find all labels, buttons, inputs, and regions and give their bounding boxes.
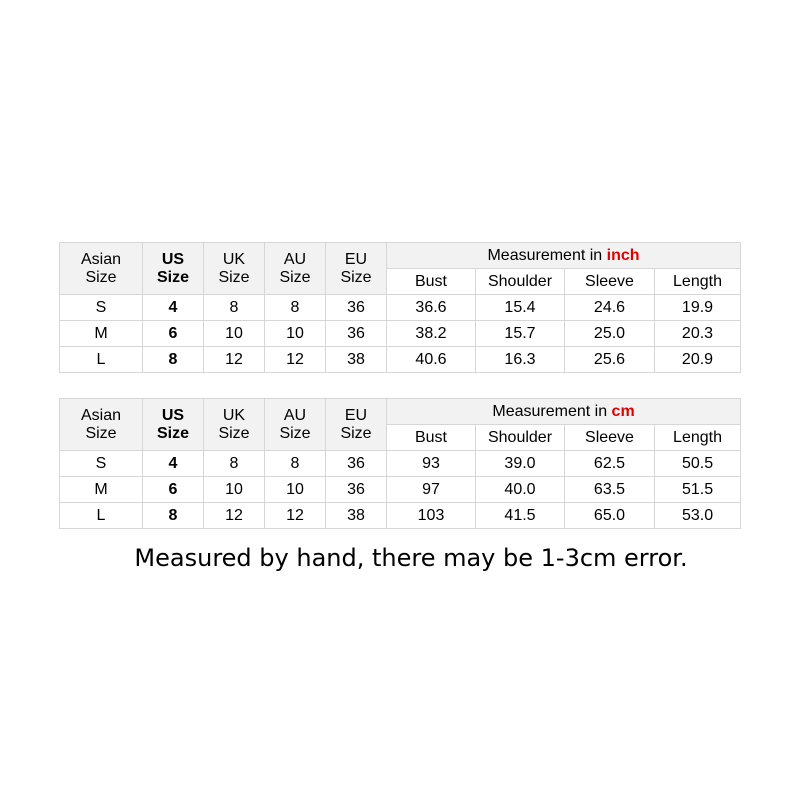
unit-label: inch (606, 246, 640, 264)
length-header: Length (655, 269, 741, 295)
size-table-cm (59, 398, 741, 529)
bust-cell: 97 (387, 477, 476, 503)
asian-cell: L (60, 347, 143, 373)
asian-cell: S (60, 451, 143, 477)
asian-cell: S (60, 295, 143, 321)
measurement-note: Measured by hand, there may be 1-3cm error. (134, 544, 688, 572)
eu-cell: 36 (326, 321, 387, 347)
uk-cell: 12 (204, 347, 265, 373)
us-size-header: US Size (143, 399, 204, 451)
au-size-header: AU Size (265, 399, 326, 451)
asian-size-header: Asian Size (60, 399, 143, 451)
us-cell: 8 (143, 347, 204, 373)
us-cell: 4 (143, 295, 204, 321)
eu-cell: 36 (326, 295, 387, 321)
length-cell: 50.5 (655, 451, 741, 477)
bust-cell: 93 (387, 451, 476, 477)
uk-cell: 8 (204, 295, 265, 321)
measurement-title: Measurement in inch (387, 243, 741, 269)
sleeve-cell: 25.6 (565, 347, 655, 373)
bust-header: Bust (387, 425, 476, 451)
asian-cell: L (60, 503, 143, 529)
uk-cell: 12 (204, 503, 265, 529)
length-cell: 53.0 (655, 503, 741, 529)
eu-cell: 36 (326, 477, 387, 503)
sleeve-cell: 25.0 (565, 321, 655, 347)
table-row (60, 347, 741, 373)
au-cell: 12 (265, 347, 326, 373)
shoulder-cell: 16.3 (476, 347, 565, 373)
sleeve-cell: 65.0 (565, 503, 655, 529)
header-row (60, 399, 741, 425)
bust-cell: 36.6 (387, 295, 476, 321)
table-row (60, 477, 741, 503)
eu-size-header: EU Size (326, 243, 387, 295)
bust-cell: 38.2 (387, 321, 476, 347)
length-cell: 51.5 (655, 477, 741, 503)
asian-cell: M (60, 477, 143, 503)
au-cell: 8 (265, 451, 326, 477)
length-header: Length (655, 425, 741, 451)
us-cell: 8 (143, 503, 204, 529)
length-cell: 20.3 (655, 321, 741, 347)
sleeve-header: Sleeve (565, 269, 655, 295)
sleeve-cell: 24.6 (565, 295, 655, 321)
eu-cell: 38 (326, 347, 387, 373)
us-cell: 4 (143, 451, 204, 477)
shoulder-cell: 41.5 (476, 503, 565, 529)
table-row (60, 451, 741, 477)
length-cell: 20.9 (655, 347, 741, 373)
sleeve-cell: 63.5 (565, 477, 655, 503)
sleeve-header: Sleeve (565, 425, 655, 451)
uk-cell: 8 (204, 451, 265, 477)
au-cell: 10 (265, 477, 326, 503)
table-row (60, 503, 741, 529)
shoulder-header: Shoulder (476, 269, 565, 295)
shoulder-cell: 40.0 (476, 477, 565, 503)
bust-cell: 103 (387, 503, 476, 529)
shoulder-cell: 39.0 (476, 451, 565, 477)
us-cell: 6 (143, 321, 204, 347)
asian-size-header: Asian Size (60, 243, 143, 295)
measurement-title: Measurement in cm (387, 399, 741, 425)
eu-cell: 38 (326, 503, 387, 529)
unit-label: cm (611, 402, 635, 420)
table-row (60, 321, 741, 347)
uk-size-header: UK Size (204, 399, 265, 451)
length-cell: 19.9 (655, 295, 741, 321)
bust-header: Bust (387, 269, 476, 295)
eu-size-header: EU Size (326, 399, 387, 451)
au-cell: 12 (265, 503, 326, 529)
eu-cell: 36 (326, 451, 387, 477)
au-size-header: AU Size (265, 243, 326, 295)
uk-cell: 10 (204, 477, 265, 503)
bust-cell: 40.6 (387, 347, 476, 373)
shoulder-cell: 15.4 (476, 295, 565, 321)
uk-size-header: UK Size (204, 243, 265, 295)
uk-cell: 10 (204, 321, 265, 347)
size-table-inch (59, 242, 741, 373)
us-cell: 6 (143, 477, 204, 503)
sleeve-cell: 62.5 (565, 451, 655, 477)
table-row (60, 295, 741, 321)
us-size-header: US Size (143, 243, 204, 295)
shoulder-cell: 15.7 (476, 321, 565, 347)
asian-cell: M (60, 321, 143, 347)
header-row (60, 243, 741, 269)
au-cell: 10 (265, 321, 326, 347)
au-cell: 8 (265, 295, 326, 321)
shoulder-header: Shoulder (476, 425, 565, 451)
